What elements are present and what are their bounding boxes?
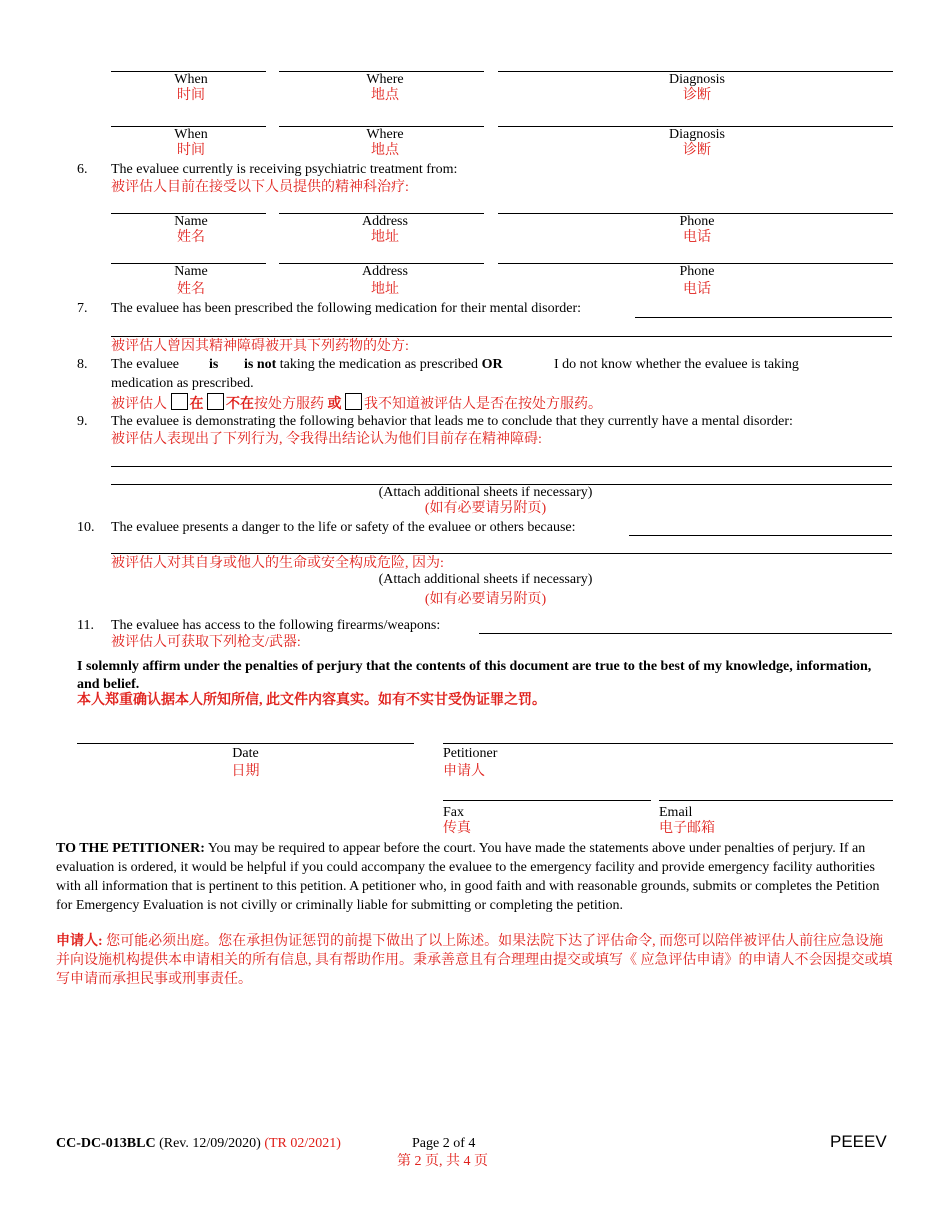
diagnosis-label: Diagnosis 诊断 [669, 72, 725, 103]
medication-field-line-2[interactable] [111, 336, 892, 337]
petitioner-notice: TO THE PETITIONER: You may be required to appear before the court. You have made the statements above under penalties of perjury. If an evaluation is ordered, it would be helpful if you could accompany the evaluee to the emergency facility and provide emergency facility authorities with all information that is pertinent to this petition. A petitioner who, in good faith and with reasonable grounds, submits or completes the Petition for Emergency Evaluation is not civilly or criminally liable for submitting or completing the petition. [56, 841, 880, 913]
affirmation-text: I solemnly affirm under the penalties of perjury that the contents of this document are true to the best of my knowledge, information, and belief. [77, 659, 872, 692]
when-label: When 时间 [174, 72, 208, 103]
item-7-text: The evaluee has been prescribed the following medication for their mental disorder: [111, 301, 581, 316]
is-checkbox[interactable] [171, 393, 188, 410]
is-not-checkbox[interactable] [207, 393, 224, 410]
item-11-text-cn: 被评估人可获取下列枪支/武器: [111, 635, 301, 650]
item-9-text-cn: 被评估人表现出了下列行为, 令我得出结论认为他们目前存在精神障碍: [111, 432, 542, 447]
danger-field[interactable] [629, 535, 892, 536]
item-10-text-cn: 被评估人对其自身或他人的生命或安全构成危险, 因为: [111, 556, 444, 571]
item-11-number: 11. [77, 618, 94, 633]
name-label: Name 姓名 [174, 264, 208, 297]
item-6-text: The evaluee currently is receiving psychiatric treatment from: [111, 162, 458, 177]
behavior-field[interactable] [111, 466, 892, 467]
item-7-text-cn: 被评估人曾因其精神障碍被开具下列药物的处方: [111, 339, 409, 354]
phone-label: Phone 电话 [679, 214, 715, 245]
item-10-number: 10. [77, 520, 95, 535]
attach-note: (Attach additional sheets if necessary) (如有必要请另附页) [378, 485, 593, 516]
fax-label: Fax 传真 [443, 805, 471, 836]
fax-field[interactable] [443, 800, 651, 801]
page-number: Page 2 of 4 [412, 1136, 476, 1151]
petitioner-field[interactable] [443, 743, 893, 744]
when-label: When 时间 [174, 127, 208, 158]
email-label: Email 电子邮箱 [659, 805, 715, 836]
address-label: Address 地址 [362, 264, 408, 297]
is-option: is [209, 357, 219, 372]
petitioner-label: Petitioner 申请人 [443, 746, 498, 779]
item-6-number: 6. [77, 162, 88, 177]
form-code: PEEEV [830, 1132, 887, 1151]
item-8-text-4: medication as prescribed. [111, 376, 254, 391]
item-8-text-3: I do not know whether the evaluee is taking [554, 357, 799, 372]
item-9-text: The evaluee is demonstrating the following behavior that leads me to conclude that they currently have a mental disorder: [111, 414, 793, 429]
firearms-field[interactable] [479, 633, 892, 634]
is-not-option-line: is not taking the medication as prescribed OR [244, 357, 503, 372]
date-label: Date 日期 [231, 746, 260, 779]
item-8-number: 8. [77, 357, 88, 372]
where-label: Where 地点 [366, 127, 404, 158]
item-10-text: The evaluee presents a danger to the life or safety of the evaluee or others because: [111, 520, 576, 535]
item-9-number: 9. [77, 414, 88, 429]
medication-field[interactable] [635, 317, 892, 318]
affirmation-text-cn: 本人郑重确认据本人所知所信, 此文件内容真实。如有不实甘受伪证罪之罚。 [77, 693, 546, 708]
diagnosis-label: Diagnosis 诊断 [669, 127, 725, 158]
form-id-line: CC-DC-013BLC (Rev. 12/09/2020) (TR 02/2021) [56, 1136, 341, 1151]
address-label: Address 地址 [362, 214, 408, 245]
petitioner-notice-cn: 申请人: 您可能必须出庭。您在承担伪证惩罚的前提下做出了以上陈述。如果法院下达了评估命令, 而您可以陪伴被评估人前往应急设施并向设施机构提供本申请相关的所有信息, 具有帮助作用。秉承善意且有合理理由提交或填写《 应急评估申请》的申请人不会因提交或填写申请而承担民事或刑事责任。 [56, 934, 893, 987]
attach-note: (Attach additional sheets if necessary) (如有必要请另附页) [378, 572, 593, 607]
item-8-text-1: The evaluee [111, 357, 180, 372]
unknown-checkbox[interactable] [345, 393, 362, 410]
item-8-cn-line: 被评估人 在 不在按处方服药 或 我不知道被评估人是否在按处方服药。 [111, 393, 602, 414]
item-6-text-cn: 被评估人目前在接受以下人员提供的精神科治疗: [111, 180, 409, 195]
danger-field-line-2[interactable] [111, 553, 892, 554]
page-number-cn: 第 2 页, 共 4 页 [397, 1154, 488, 1169]
where-label: Where 地点 [366, 72, 404, 103]
name-label: Name 姓名 [174, 214, 208, 245]
phone-label: Phone 电话 [679, 264, 715, 297]
email-field[interactable] [659, 800, 893, 801]
date-field[interactable] [77, 743, 414, 744]
item-7-number: 7. [77, 301, 88, 316]
item-11-text: The evaluee has access to the following firearms/weapons: [111, 618, 441, 633]
